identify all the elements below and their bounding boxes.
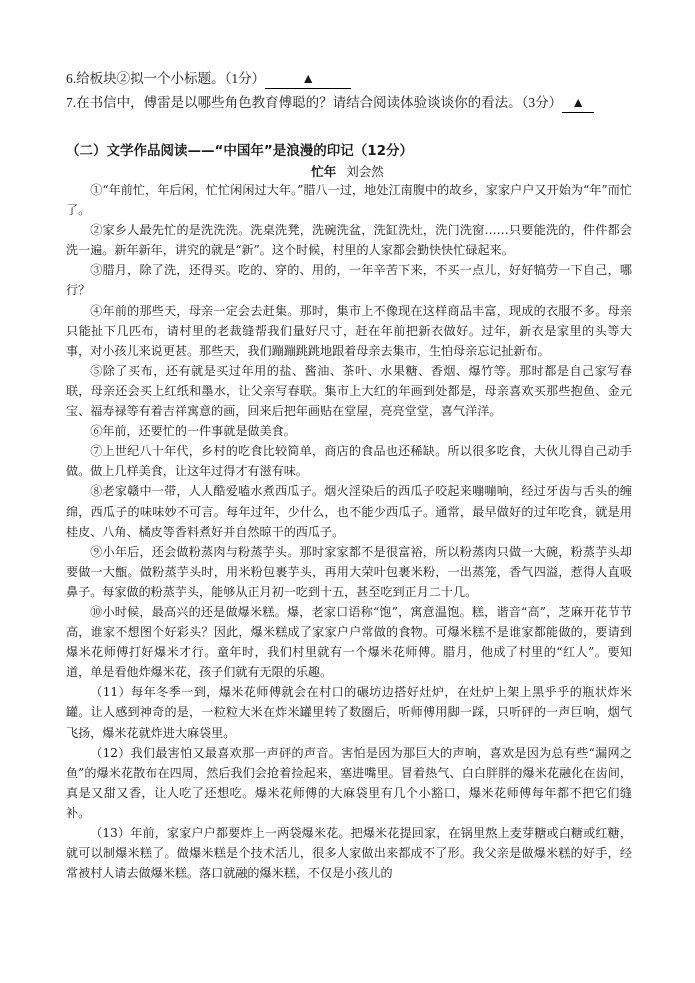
paragraph-3: ③腊月，除了洗，还得买。吃的、穿的、用的，一年辛苦下来，不买一点儿，好好犒劳一下自己，哪行？ [66,263,632,298]
question-7-text: 7.在书信中，傅雷是以哪些角色教育傅聪的？请结合阅读体验谈谈你的看法。（3分） [66,95,563,110]
paragraph-9: ⑨小年后，还会做粉蒸肉与粉蒸芋头。那时家家都不是很富裕，所以粉蒸肉只做一大碗，粉蒸芋头却要做一大甑。做粉蒸芋头时，用米粉包裹芋头，再用大荣叶包裹米粉，一出蒸笼，香气四溢，惹得人直吸鼻子。每家做的粉蒸芋头，能够从正月初一吃到十五，甚至吃到正月二十几。 [66,544,632,599]
paragraph-5: ⑤除了买布，还有就是买过年用的盐、酱油、茶叶、水果糖、香烟、爆竹等。那时都是自己家写春联，母亲还会买上红纸和墨水，让父亲写春联。集市上大红的年画到处都是，母亲喜欢买那些抱鱼、金元宝、福寿禄等有着吉祥寓意的画，回来后把年画贴在堂屋，亮亮堂堂，喜气洋洋。 [66,363,632,419]
paragraph-8: ⑧老家赣中一带，人人酷爱嗑水煮西瓜子。烟火淫染后的西瓜子咬起来嘣嘣响，经过牙齿与舌头的缠绵，西瓜子的味味妙不可言。每年过年，少什么，也不能少西瓜子。通常，最早做好的过年吃食，就是用桂皮、八角、橘皮等香料煮好并自然晾干的西瓜子。 [66,484,632,539]
paragraph-10: ⑩小时候，最高兴的还是做爆米糕。爆，老家口语称“饱”，寓意温饱。糕，谐音“高”，芝麻开花节节高，谁家不想图个好彩头？因此，爆米糕成了家家户户常做的食物。可爆米糕不是谁家都能做的，要请到爆米花师傅打好爆米才行。童年时，我们村里就有一个爆米花师傅。腊月，他成了村里的“红人”。要知道，单是看他炸爆米花，孩子们就有无限的乐趣。 [66,604,632,680]
paragraph-2: ②家乡人最先忙的是洗洗洗。洗桌洗凳，洗碗洗盆，洗缸洗灶，洗门洗窗……只要能洗的，件件都会洗一遍。新年新年，讲究的就是“新”。这个时候，村里的人家都会勤快快忙碌起来。 [66,223,632,258]
answer-blank-6: ▲ [265,72,351,89]
paragraph-11: （11）每年冬季一到，爆米花师傅就会在村口的碾坊边搭好灶炉，在灶炉上架上黑乎乎的瓶状炸米罐。让人感到神奇的是，一粒粒大米在炸米罐里转了数圈后，听师傅用脚一踩，只听砰的一声巨响，烟气飞扬，爆米花就炸进大麻袋里。 [66,685,632,740]
article-body [66,180,632,883]
paragraph-4: ④年前的那些天，母亲一定会去赶集。那时，集市上不像现在这样商品丰富，现成的衣服不多。母亲只能扯下几匹布，请村里的老裁缝帮我们量好尺寸，赶在年前把新衣做好。过年，新衣是家里的头等大事，对小孩儿来说更甚。那些天，我们蹦蹦跳跳地跟着母亲去集市，生怕母亲忘记扯新布。 [66,303,632,358]
question-6-text: 6.给板块②拟一个小标题。（1分） [66,71,266,86]
paragraph-13: （13）年前，家家户户都要炸上一两袋爆米花。把爆米花提回家，在锅里熬上麦芽糖或白糖或红糖，就可以制爆米糕了。做爆米糕是个技术活儿，很多人家做出来都成不了形。我父亲是做爆米糕的好手，经常被村人请去做爆米糕。落口就融的爆米糕，不仅是小孩儿的 [66,826,632,881]
paragraph-1: ①“年前忙，年后闲，忙忙闲闲过大年。”腊八一过，地处江南腹中的故乡，家家户户又开始为“年”而忙了。 [66,183,632,218]
paragraph-7: ⑦上世纪八十年代，乡村的吃食比较简单，商店的食品也还稀缺。所以很多吃食，大伙儿得自己动手做。做上几样美食，让这年过得才有滋有味。 [66,444,632,479]
paragraph-6: ⑥年前，还要忙的一件事就是做美食。 [90,424,296,439]
section-heading: （二）文学作品阅读——“中国年”是浪漫的印记（12分） [66,143,414,159]
article-title-line [0,164,695,180]
article-author: 刘会然 [346,164,384,179]
article-title: 忙年 [311,164,337,179]
answer-blank-7: ▲ [562,96,594,113]
question-7 [66,94,594,113]
question-6 [66,70,351,89]
paragraph-12: （12）我们最害怕又最喜欢那一声砰的声音。害怕是因为那巨大的声响，喜欢是因为总有些“漏网之鱼”的爆米花散布在四周，然后我们会抢着捡起来，塞进嘴里。冒着热气、白白胖胖的爆米花融化在齿间，真是又甜又香，让人吃了还想吃。爆米花师傅的大麻袋里有几个小豁口，爆米花师傅每年都不把它们缝补。 [66,745,632,820]
